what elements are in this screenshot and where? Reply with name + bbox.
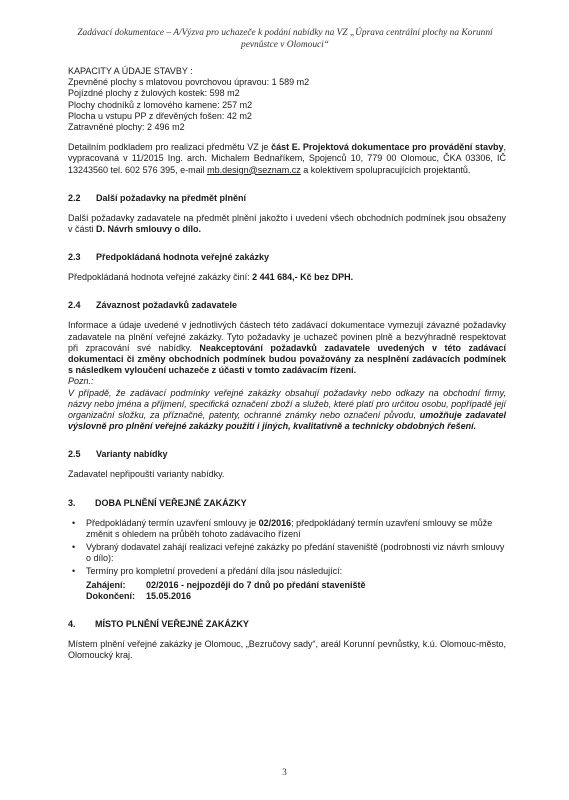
schedule-dates bbox=[68, 580, 506, 602]
page-number: 3 bbox=[282, 767, 287, 777]
capacity-item: Zpevněné plochy s mlatovou povrchovou úpravou: 1 589 m2 bbox=[68, 77, 310, 88]
basis-bold: část E. Projektová dokumentace pro provádění stavby bbox=[271, 142, 504, 153]
schedule-list bbox=[68, 518, 506, 578]
capacity-block bbox=[68, 66, 506, 133]
estimated-value: 2 441 684,- Kč bez DPH. bbox=[252, 272, 354, 283]
section-heading-2-4: 2.4 Závaznost požadavků zadavatele bbox=[68, 300, 238, 311]
capacity-item: Pojízdné plochy z žulových kostek: 598 m2 bbox=[68, 88, 240, 99]
end-row: Dokončení: 15.05.2016 bbox=[86, 590, 192, 601]
section-heading-2-5: 2.5 Varianty nabídky bbox=[68, 449, 168, 460]
list-item: • Předpokládaný termín uzavření smlouvy je 02/2016; předpokládaný termín uzavření smlouvy se může změnit s ohledem na průběh tohoto zadávacího řízení bbox=[72, 517, 493, 539]
bullet-icon: • bbox=[72, 542, 76, 553]
section-2-5-text: Zadavatel nepřipouští varianty nabídky. bbox=[68, 469, 225, 480]
header-line-2: pevnůstce v Olomouci“ bbox=[241, 40, 329, 50]
list-item: • Termíny pro kompletní provedení a předání díla jsou následující: bbox=[72, 566, 343, 577]
capacity-item: Zatravněné plochy: 2 496 m2 bbox=[68, 122, 185, 133]
basis-paragraph: Detailním podkladem pro realizaci předmětu VZ je část E. Projektová dokumentace pro provádění stavby, vypracovaná v 11/2015 Ing. arch. Michalem Bednaříkem, Spojenců 10, 779 00 Olomouc, ČKA 03306, IČ 13243560 tel. 602 576 395, e-mail mb.design@seznam.cz a kolektivem spolupracujících projektantů. bbox=[68, 142, 506, 175]
page-header bbox=[50, 27, 520, 51]
section-heading-2-2: 2.2 Další požadavky na předmět plnění bbox=[68, 192, 247, 203]
document-body bbox=[68, 66, 506, 662]
capacity-item: Plochy chodníků z lomového kamene: 257 m2 bbox=[68, 99, 253, 110]
section-4-text: Místem plnění veřejné zakázky je Olomouc, „Bezručovy sady“, areál Korunní pevnůstky, k.ú. Olomouc-město, Olomoucký kraj. bbox=[68, 639, 506, 661]
list-item: • Vybraný dodavatel zahájí realizaci veřejné zakázky po předání staveniště (podrobnosti viz návrh smlouvy o dílo): bbox=[72, 542, 505, 564]
header-line-1: Zadávací dokumentace – A/Výzva pro uchazeče k podání nabídky na VZ „Úprava centrální plochy na Korunní bbox=[77, 28, 493, 38]
section-2-2-text: Další požadavky zadavatele na předmět plnění jakožto i uvedení všech obchodních podmínek jsou obsaženy v části D. Návrh smlouvy o dílo. bbox=[68, 212, 506, 235]
note-label: Pozn.: bbox=[68, 376, 94, 387]
email-link[interactable]: mb.design@seznam.cz bbox=[207, 164, 301, 175]
section-2-4-text: Informace a údaje uvedené v jednotlivých částech této zadávací dokumentace vymezují závazné požadavky zadavatele na plnění veřejné zakázky. Tyto požadavky je uchazeč povinen plně a bezvýhradně respektovat při zpracování své nabídky. Neakceptování požadavků zadavatele uvedených v této zadávací dokumentaci či změny obchodních podmínek budou považovány za nesplnění zadávacích podmínek s následkem vyloučení uchazeče z účasti v tomto zadávacím řízení. bbox=[68, 320, 506, 376]
section-heading-4: 4. MÍSTO PLNĚNÍ VEŘEJNÉ ZAKÁZKY bbox=[68, 619, 249, 630]
section-heading-3: 3. DOBA PLNĚNÍ VEŘEJNÉ ZAKÁZKY bbox=[68, 497, 247, 508]
note-text: V případě, že zadávací podmínky veřejné zakázky obsahují požadavky nebo odkazy na obchodní firmy, názvy nebo jména a příjmení, specifická označení zboží a služeb, které platí pro určitou osobu, popřípadě její organizační složku, za příznačné, patenty, ochranné známky nebo označení původu, umožňuje zadavatel výslovně pro plnění veřejné zakázky použití i jiných, kvalitativně a technicky obdobných řešení. bbox=[68, 387, 506, 432]
bullet-icon: • bbox=[72, 566, 76, 577]
start-row: Zahájení: 02/2016 - nejpozději do 7 dnů po předání staveniště bbox=[86, 579, 366, 590]
section-2-3-text: Předpokládaná hodnota veřejné zakázky činí: 2 441 684,- Kč bez DPH. bbox=[68, 272, 354, 283]
section-heading-2-3: 2.3 Předpokládaná hodnota veřejné zakázky bbox=[68, 252, 270, 263]
capacity-title: KAPACITY A ÚDAJE STAVBY : bbox=[68, 66, 193, 76]
capacity-item: Plocha u vstupu PP z dřevěných fošen: 42 m2 bbox=[68, 110, 252, 121]
bullet-icon: • bbox=[72, 517, 76, 528]
